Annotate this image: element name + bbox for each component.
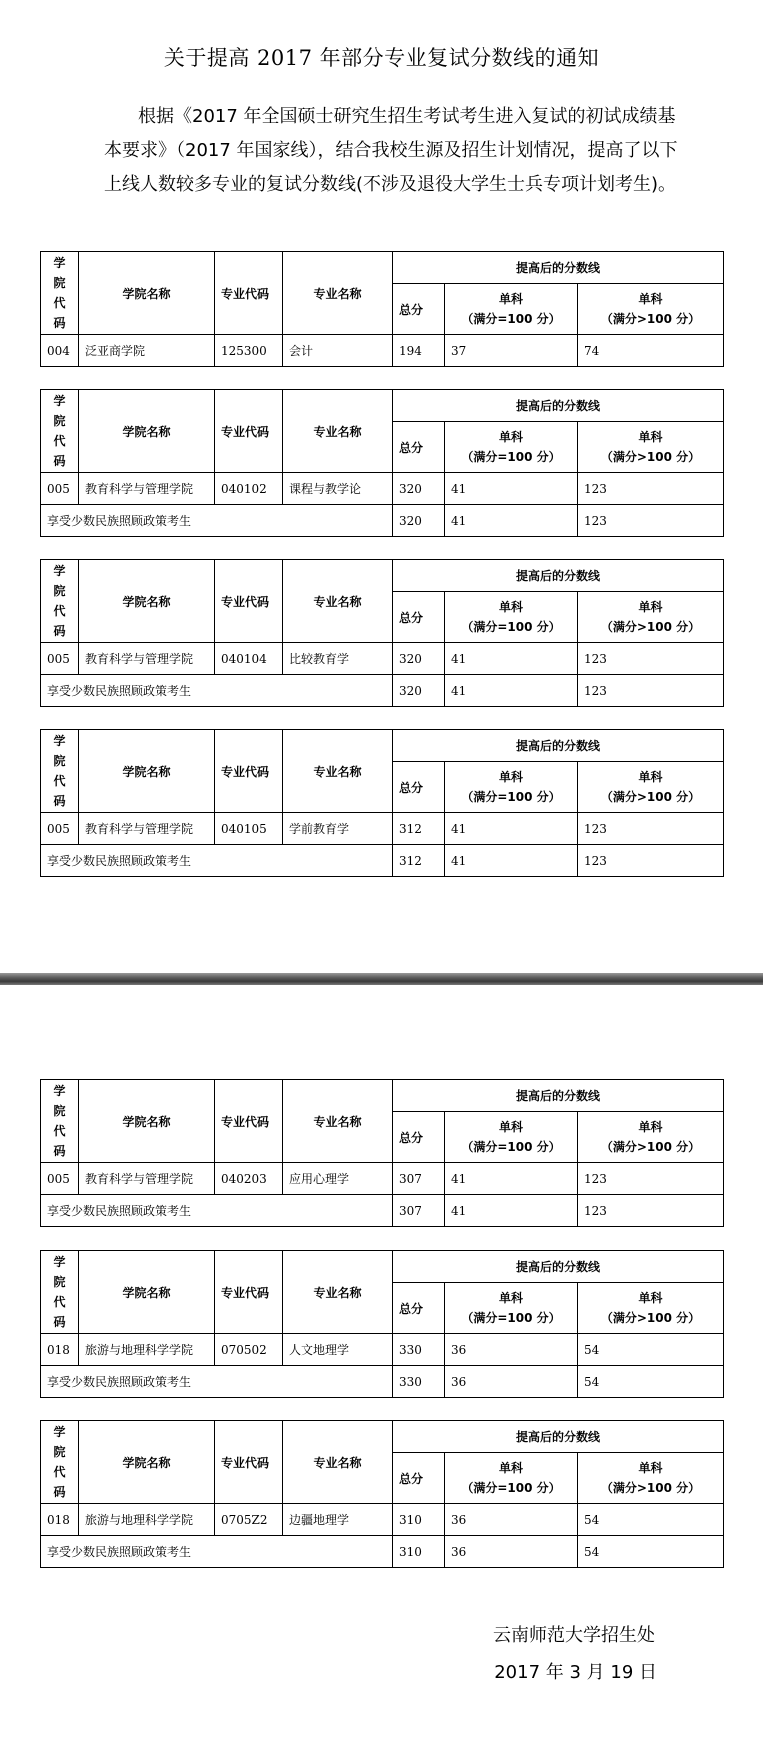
intro-text: 根据《2017 年全国硕士研究生招生考试考生进入复试的初试成绩基本要求》（2017 年国家线），结合我校生源及招生计划情况，提高了以下上线人数较多专业的复试分数线(不涉及退役大学生士兵专项计划考生)。: [104, 106, 678, 195]
college-code: 005: [41, 643, 79, 675]
single-score-eq100: 36: [445, 1334, 578, 1366]
major-code-header: 专业代码: [215, 560, 283, 643]
score-table: [40, 389, 724, 537]
single-eq100-header: 单科 （满分=100 分）: [445, 592, 578, 643]
single-score-eq100: 41: [445, 643, 578, 675]
single-eq100-header: 单科 （满分=100 分）: [445, 422, 578, 473]
college-code-header: 学 院 代 码: [41, 1421, 79, 1504]
major-code: 125300: [215, 335, 283, 367]
major-name-header: 专业名称: [283, 1080, 393, 1163]
minority-label: 享受少数民族照顾政策考生: [41, 1195, 393, 1227]
total-header: 总分: [393, 422, 445, 473]
total-score: 320: [393, 473, 445, 505]
college-code: 004: [41, 335, 79, 367]
score-table: [40, 729, 724, 877]
major-name-header: 专业名称: [283, 730, 393, 813]
major-name-header: 专业名称: [283, 1251, 393, 1334]
college-name-header: 学院名称: [79, 252, 215, 335]
total-header: 总分: [393, 284, 445, 335]
major-name: 课程与教学论: [283, 473, 393, 505]
college-name-header: 学院名称: [79, 1421, 215, 1504]
single-gt100-header: 单科 （满分>100 分）: [578, 1453, 724, 1504]
total-header: 总分: [393, 592, 445, 643]
major-code-header: 专业代码: [215, 1251, 283, 1334]
minority-row: [41, 505, 724, 537]
major-code-header: 专业代码: [215, 1080, 283, 1163]
raised-score-header: 提高后的分数线: [393, 730, 724, 762]
raised-score-header: 提高后的分数线: [393, 390, 724, 422]
college-name: 旅游与地理科学学院: [79, 1334, 215, 1366]
raised-score-header: 提高后的分数线: [393, 560, 724, 592]
major-name-header: 专业名称: [283, 1421, 393, 1504]
minority-total-score: 320: [393, 505, 445, 537]
single-eq100-header: 单科 （满分=100 分）: [445, 284, 578, 335]
college-code-header: 学 院 代 码: [41, 252, 79, 335]
single-gt100-header: 单科 （满分>100 分）: [578, 284, 724, 335]
score-table: [40, 1420, 724, 1568]
minority-label: 享受少数民族照顾政策考生: [41, 1536, 393, 1568]
major-code: 0705Z2: [215, 1504, 283, 1536]
total-score: 307: [393, 1163, 445, 1195]
major-name: 会计: [283, 335, 393, 367]
single-score-gt100: 123: [578, 1163, 724, 1195]
college-name-header: 学院名称: [79, 1080, 215, 1163]
minority-single-eq100: 41: [445, 1195, 578, 1227]
college-name-header: 学院名称: [79, 560, 215, 643]
major-name: 比较教育学: [283, 643, 393, 675]
college-code-header: 学 院 代 码: [41, 390, 79, 473]
table-row: [41, 1334, 724, 1366]
minority-single-gt100: 54: [578, 1366, 724, 1398]
major-code-header: 专业代码: [215, 1421, 283, 1504]
single-score-eq100: 41: [445, 1163, 578, 1195]
total-score: 312: [393, 813, 445, 845]
single-score-eq100: 36: [445, 1504, 578, 1536]
page-separator: [0, 973, 763, 985]
single-score-gt100: 123: [578, 473, 724, 505]
raised-score-header: 提高后的分数线: [393, 252, 724, 284]
major-name: 学前教育学: [283, 813, 393, 845]
college-code-header: 学 院 代 码: [41, 1080, 79, 1163]
minority-total-score: 310: [393, 1536, 445, 1568]
notice-title: 关于提高 2017 年部分专业复试分数线的通知: [163, 46, 600, 70]
total-score: 194: [393, 335, 445, 367]
major-code-header: 专业代码: [215, 390, 283, 473]
college-name: 旅游与地理科学学院: [79, 1504, 215, 1536]
issuer: 云南师范大学招生处: [493, 1625, 655, 1646]
college-code: 018: [41, 1334, 79, 1366]
total-header: 总分: [393, 1112, 445, 1163]
major-name-header: 专业名称: [283, 560, 393, 643]
single-gt100-header: 单科 （满分>100 分）: [578, 1283, 724, 1334]
major-code-header: 专业代码: [215, 252, 283, 335]
single-score-gt100: 54: [578, 1504, 724, 1536]
major-code: 040102: [215, 473, 283, 505]
college-code-header: 学 院 代 码: [41, 560, 79, 643]
score-table: [40, 559, 724, 707]
major-name-header: 专业名称: [283, 252, 393, 335]
single-eq100-header: 单科 （满分=100 分）: [445, 1283, 578, 1334]
raised-score-header: 提高后的分数线: [393, 1251, 724, 1283]
minority-single-gt100: 123: [578, 675, 724, 707]
single-score-gt100: 123: [578, 813, 724, 845]
single-score-gt100: 123: [578, 643, 724, 675]
college-name: 教育科学与管理学院: [79, 643, 215, 675]
total-score: 320: [393, 643, 445, 675]
college-code-header: 学 院 代 码: [41, 730, 79, 813]
issue-date: 2017 年 3 月 19 日: [494, 1662, 657, 1683]
single-gt100-header: 单科 （满分>100 分）: [578, 762, 724, 813]
score-table: [40, 251, 724, 367]
minority-total-score: 320: [393, 675, 445, 707]
college-name: 教育科学与管理学院: [79, 813, 215, 845]
minority-total-score: 312: [393, 845, 445, 877]
intro-paragraph: [104, 100, 684, 202]
total-header: 总分: [393, 1283, 445, 1334]
minority-label: 享受少数民族照顾政策考生: [41, 1366, 393, 1398]
major-code: 040203: [215, 1163, 283, 1195]
single-score-gt100: 54: [578, 1334, 724, 1366]
total-score: 310: [393, 1504, 445, 1536]
single-score-eq100: 41: [445, 813, 578, 845]
major-code: 070502: [215, 1334, 283, 1366]
single-gt100-header: 单科 （满分>100 分）: [578, 592, 724, 643]
college-code: 005: [41, 813, 79, 845]
table-row: [41, 813, 724, 845]
major-name: 应用心理学: [283, 1163, 393, 1195]
single-gt100-header: 单科 （满分>100 分）: [578, 1112, 724, 1163]
table-row: [41, 1163, 724, 1195]
minority-single-eq100: 36: [445, 1536, 578, 1568]
college-code: 005: [41, 473, 79, 505]
single-eq100-header: 单科 （满分=100 分）: [445, 762, 578, 813]
raised-score-header: 提高后的分数线: [393, 1421, 724, 1453]
major-code: 040104: [215, 643, 283, 675]
minority-label: 享受少数民族照顾政策考生: [41, 845, 393, 877]
total-header: 总分: [393, 762, 445, 813]
minority-row: [41, 1536, 724, 1568]
college-code: 005: [41, 1163, 79, 1195]
single-gt100-header: 单科 （满分>100 分）: [578, 422, 724, 473]
college-name-header: 学院名称: [79, 730, 215, 813]
college-name-header: 学院名称: [79, 390, 215, 473]
major-code-header: 专业代码: [215, 730, 283, 813]
minority-label: 享受少数民族照顾政策考生: [41, 505, 393, 537]
single-score-eq100: 37: [445, 335, 578, 367]
table-row: [41, 643, 724, 675]
college-name: 教育科学与管理学院: [79, 1163, 215, 1195]
score-table: [40, 1079, 724, 1227]
raised-score-header: 提高后的分数线: [393, 1080, 724, 1112]
minority-row: [41, 675, 724, 707]
college-code-header: 学 院 代 码: [41, 1251, 79, 1334]
single-score-eq100: 41: [445, 473, 578, 505]
single-eq100-header: 单科 （满分=100 分）: [445, 1112, 578, 1163]
single-eq100-header: 单科 （满分=100 分）: [445, 1453, 578, 1504]
major-name: 边疆地理学: [283, 1504, 393, 1536]
minority-single-gt100: 123: [578, 845, 724, 877]
minority-total-score: 307: [393, 1195, 445, 1227]
minority-total-score: 330: [393, 1366, 445, 1398]
college-name: 教育科学与管理学院: [79, 473, 215, 505]
single-score-gt100: 74: [578, 335, 724, 367]
minority-single-gt100: 123: [578, 505, 724, 537]
minority-row: [41, 1195, 724, 1227]
total-score: 330: [393, 1334, 445, 1366]
major-code: 040105: [215, 813, 283, 845]
college-code: 018: [41, 1504, 79, 1536]
minority-single-gt100: 123: [578, 1195, 724, 1227]
score-table: [40, 1250, 724, 1398]
minority-row: [41, 845, 724, 877]
minority-single-gt100: 54: [578, 1536, 724, 1568]
table-row: [41, 1504, 724, 1536]
table-row: [41, 335, 724, 367]
minority-single-eq100: 41: [445, 505, 578, 537]
minority-single-eq100: 41: [445, 845, 578, 877]
minority-single-eq100: 41: [445, 675, 578, 707]
table-row: [41, 473, 724, 505]
major-name-header: 专业名称: [283, 390, 393, 473]
total-header: 总分: [393, 1453, 445, 1504]
college-name-header: 学院名称: [79, 1251, 215, 1334]
minority-single-eq100: 36: [445, 1366, 578, 1398]
major-name: 人文地理学: [283, 1334, 393, 1366]
minority-label: 享受少数民族照顾政策考生: [41, 675, 393, 707]
minority-row: [41, 1366, 724, 1398]
college-name: 泛亚商学院: [79, 335, 215, 367]
